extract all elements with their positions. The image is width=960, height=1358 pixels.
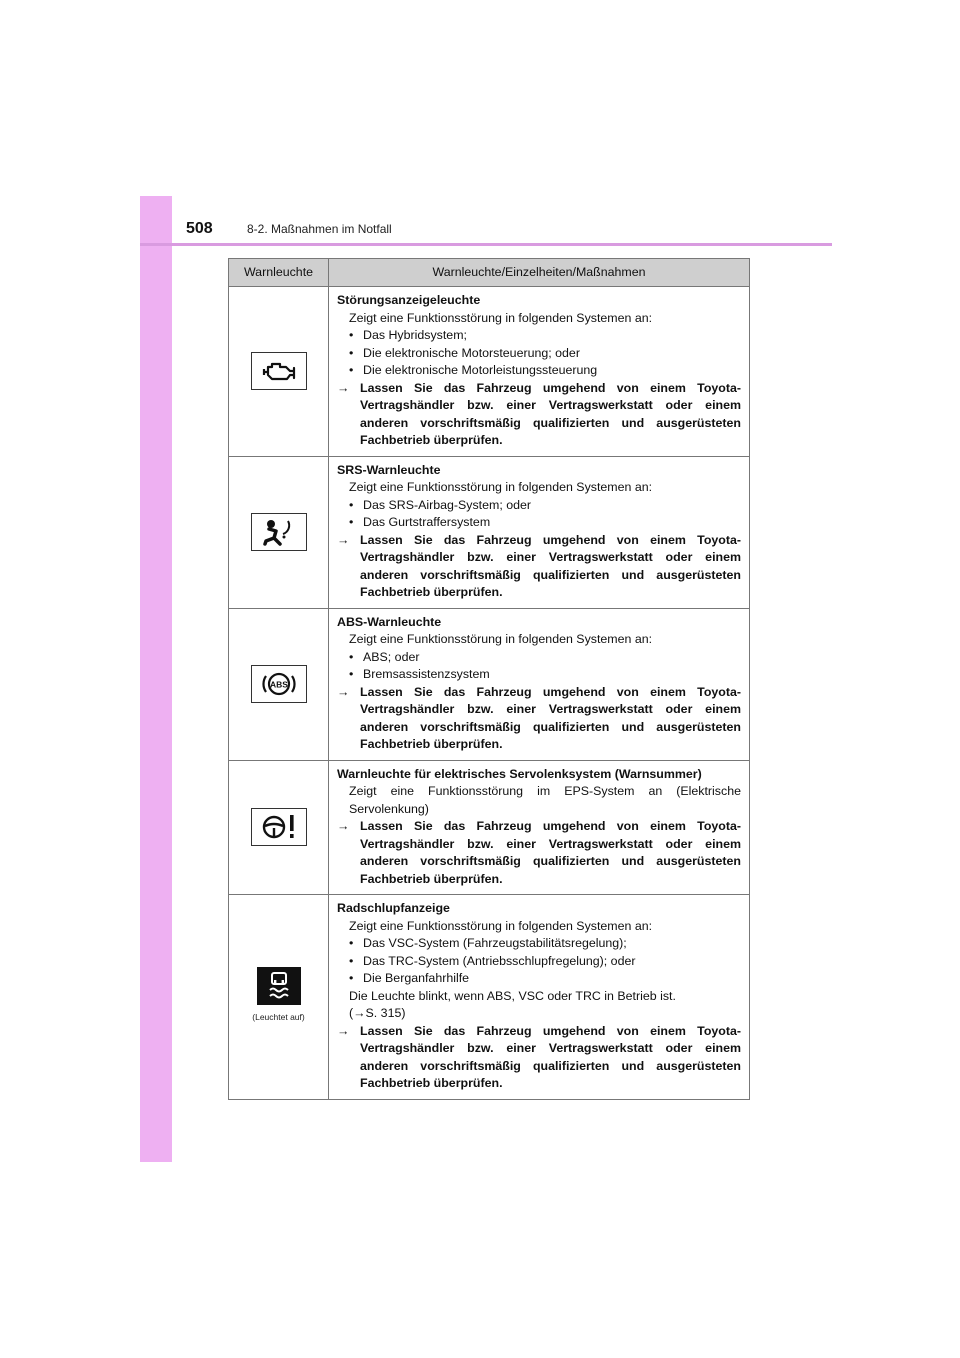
row-title: Radschlupfanzeige [337, 901, 450, 915]
slip-indicator-icon [257, 967, 301, 1005]
row-title: ABS-Warnleuchte [337, 614, 442, 629]
chapter-side-bar [140, 196, 172, 1162]
list-item: • Das SRS-Airbag-System; oder [349, 497, 532, 512]
warning-light-table [228, 258, 750, 1100]
list-item: • Die elektronische Motorsteuerung; oder [349, 345, 580, 360]
row-note: Die Leuchte blinkt, wenn ABS, VSC oder TRC in Betrieb ist. [349, 988, 676, 1003]
airbag-icon [251, 513, 307, 551]
abs-icon [251, 665, 307, 703]
header-rule [140, 243, 832, 246]
column-header-warnleuchte: Warnleuchte [229, 259, 329, 287]
icon-caption: (Leuchtet auf) [252, 1012, 305, 1022]
table-row [229, 456, 750, 608]
arrow-icon: → [337, 532, 350, 547]
arrow-icon: → [337, 819, 350, 833]
row-action: → Lassen Sie das Fahrzeug umgehend von einem Toyota-Vertragshändler bzw. einer Vertragswerkstatt oder einem anderen vorschriftsmäßig qualifizierten und ausgerüsteten Fachbetrieb überprüfen. [337, 380, 741, 447]
section-title: 8-2. Maßnahmen im Notfall [247, 222, 392, 236]
page-number: 508 [186, 220, 213, 237]
list-item: • Das Gurtstraffersystem [349, 515, 491, 529]
list-item: • Die elektronische Motorleistungssteuerung [349, 363, 598, 377]
icon-cell [229, 895, 329, 1100]
row-intro: Zeigt eine Funktionsstörung in folgenden Systemen an: [349, 632, 653, 646]
icon-cell [229, 608, 329, 760]
list-item: • ABS; oder [349, 649, 420, 664]
icon-cell [229, 760, 329, 895]
details-cell [329, 895, 750, 1100]
row-action: → Lassen Sie das Fahrzeug umgehend von einem Toyota-Vertragshändler bzw. einer Vertragswerkstatt oder einem anderen vorschriftsmäßig qualifizierten und ausgerüsteten Fachbetrieb überprüfen. [337, 1023, 741, 1090]
row-intro: Zeigt eine Funktionsstörung in folgenden Systemen an: [349, 918, 653, 933]
column-header-details: Warnleuchte/Einzelheiten/Maßnahmen [329, 259, 750, 287]
details-cell [329, 608, 750, 760]
page-reference: (→S. 315) [349, 1006, 406, 1020]
table-row [229, 287, 750, 457]
row-intro: Zeigt eine Funktionsstörung in folgenden Systemen an: [349, 310, 653, 325]
arrow-icon: → [337, 380, 350, 395]
icon-cell [229, 456, 329, 608]
table-row [229, 608, 750, 760]
row-title: Störungsanzeigeleuchte [337, 293, 481, 307]
row-action: → Lassen Sie das Fahrzeug umgehend von einem Toyota-Vertragshändler bzw. einer Vertragswerkstatt oder einem anderen vorschriftsmäßig qualifizierten und ausgerüsteten Fachbetrieb überprüfen. [337, 684, 741, 751]
steering-warning-icon [251, 808, 307, 846]
details-cell [329, 456, 750, 608]
list-item: • Das Hybridsystem; [349, 328, 467, 342]
arrow-icon: → [353, 1006, 366, 1020]
list-item: • Bremsassistenzsystem [349, 667, 490, 681]
table-row [229, 895, 750, 1100]
arrow-icon: → [337, 1023, 350, 1038]
details-cell [329, 760, 750, 895]
table-row [229, 760, 750, 895]
row-title: Warnleuchte für elektrisches Servolenksystem (Warnsummer) [337, 766, 702, 781]
table-header-row [229, 259, 750, 287]
svg-text:ABS: ABS [269, 679, 288, 690]
engine-icon [251, 352, 307, 390]
row-action: → Lassen Sie das Fahrzeug umgehend von einem Toyota-Vertragshändler bzw. einer Vertragswerkstatt oder einem anderen vorschriftsmäßig qualifizierten und ausgerüsteten Fachbetrieb überprüfen. [337, 819, 741, 886]
arrow-icon: → [337, 684, 350, 699]
details-cell [329, 287, 750, 457]
icon-cell [229, 287, 329, 457]
row-title: SRS-Warnleuchte [337, 462, 441, 477]
row-intro: Zeigt eine Funktionsstörung in folgenden Systemen an: [349, 480, 653, 494]
row-action: → Lassen Sie das Fahrzeug umgehend von einem Toyota-Vertragshändler bzw. einer Vertragswerkstatt oder einem anderen vorschriftsmäßig qualifizierten und ausgerüsteten Fachbetrieb überprüfen. [337, 532, 741, 599]
list-item: • Das TRC-System (Antriebsschlupfregelung); oder [349, 953, 636, 968]
list-item: • Die Berganfahrhilfe [349, 971, 470, 985]
list-item: • Das VSC-System (Fahrzeugstabilitätsregelung); [349, 936, 627, 950]
row-intro: Zeigt eine Funktionsstörung im EPS-System an (Elektrische Servolenkung) [349, 784, 741, 816]
